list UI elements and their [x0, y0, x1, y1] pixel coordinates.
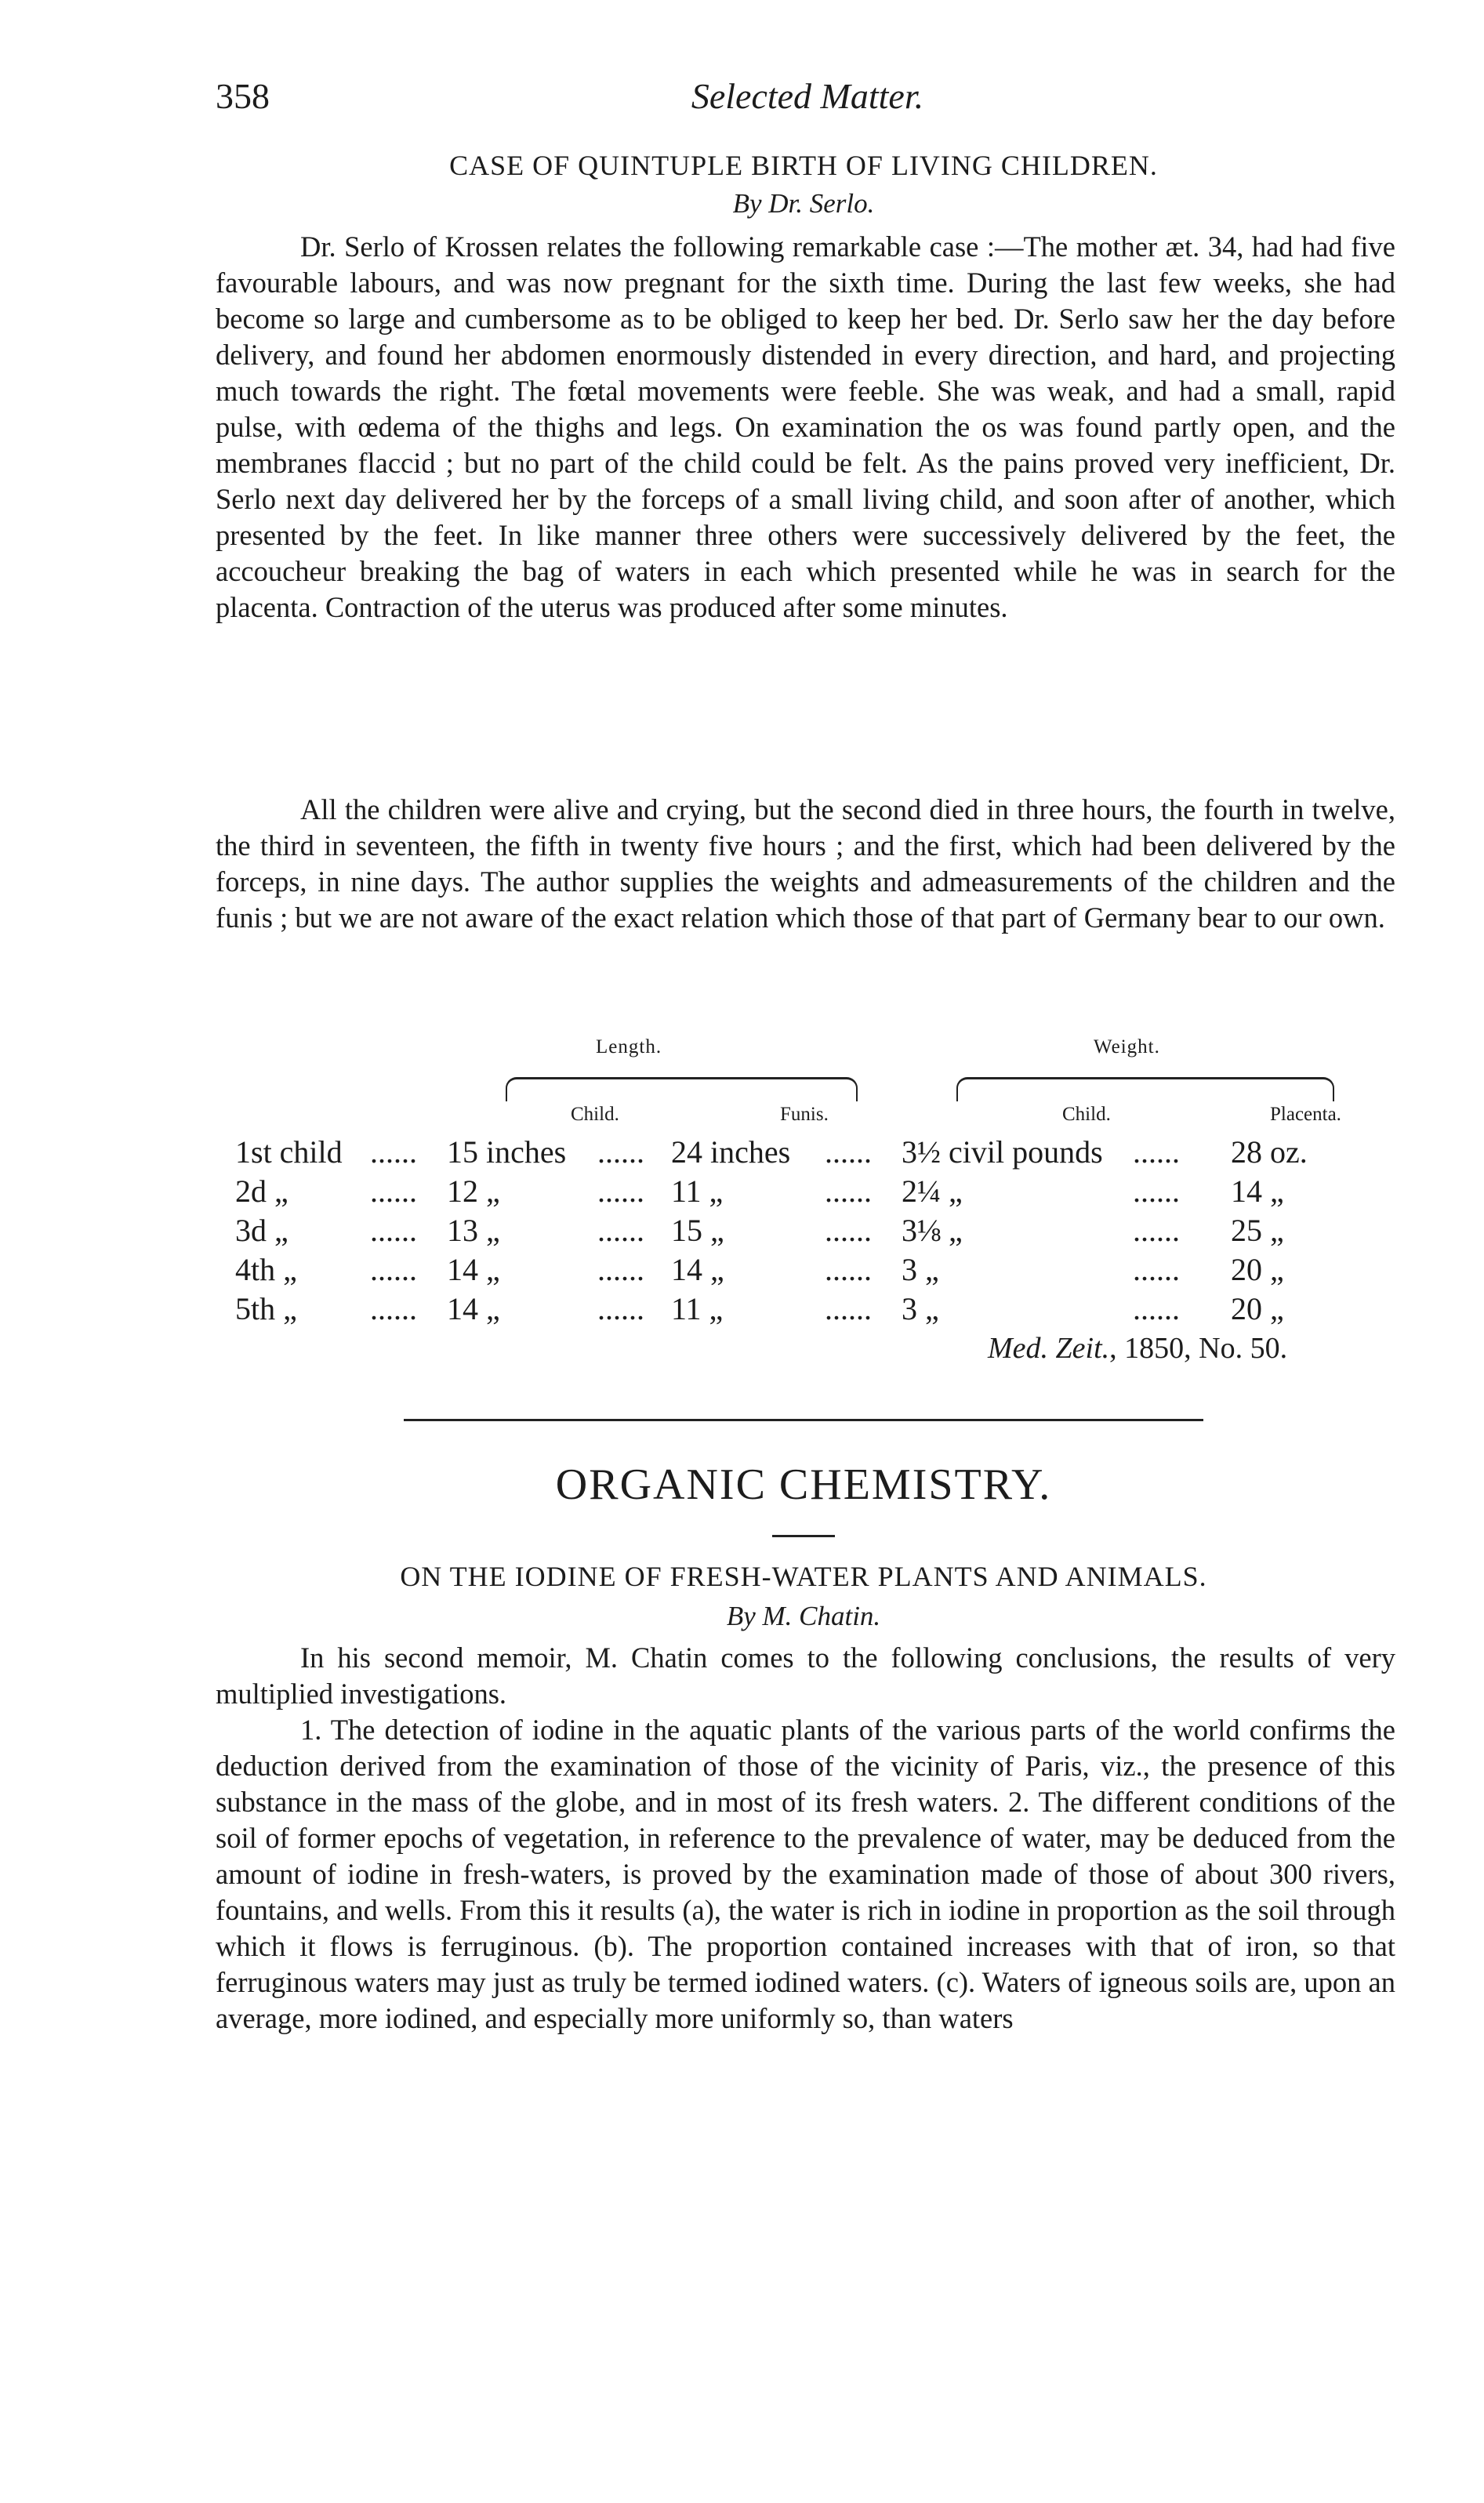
cell-placenta-weight: 20 „ [1231, 1252, 1284, 1287]
citation-rest: , 1850, No. 50. [1109, 1332, 1288, 1365]
cell-child-length: 14 „ [447, 1291, 500, 1326]
leader-dots: ...... [1133, 1252, 1180, 1287]
article-title: CASE OF QUINTUPLE BIRTH OF LIVING CHILDREN. [449, 150, 1158, 181]
article-paragraph: Dr. Serlo of Krossen relates the following remarkable case :—The mother æt. 34, had had five favourable labours, and was now pregnant for the sixth time. During the last few weeks, she had become so large and cumbersome as to be obliged to keep her bed. Dr. Serlo saw her the day before delivery, and found her abdomen enormously distended in every direction, and hard, and projecting much towards the right. The fœtal movements were feeble. She was weak, and had a small, rapid pulse, with œdema of the thighs and legs. On examination the os was found partly open, and the membranes flaccid ; but no part of the child could be felt. As the pains proved very inefficient, Dr. Serlo next day delivered her by the forceps of a small living child, and soon after of another, which presented by the feet. In like manner three others were successively delivered by the feet, the accoucheur breaking the bag of waters in each which presented while he was in search for the placenta. Contraction of the uterus was produced after some minutes. [216, 230, 1395, 623]
leader-dots: ...... [1133, 1134, 1180, 1170]
table-row [235, 1212, 1403, 1251]
leader-dots: ...... [825, 1213, 872, 1248]
article-paragraph: In his second memoir, M. Chatin comes to the following conclusions, the results of very multiplied investigations. [216, 1641, 1395, 1710]
article-title: ON THE IODINE OF FRESH-WATER PLANTS AND ANIMALS. [400, 1561, 1207, 1592]
cell-child-weight: 3 „ [902, 1291, 939, 1326]
running-title: Selected Matter. [691, 76, 924, 116]
length-brace [506, 1077, 858, 1101]
cell-child-length: 13 „ [447, 1213, 500, 1248]
row-label: 5th „ [235, 1291, 297, 1326]
column-header-child: Child. [571, 1104, 619, 1125]
cell-funis-length: 14 „ [671, 1252, 724, 1287]
table-row [235, 1290, 1403, 1329]
source-citation [988, 1331, 1287, 1366]
article-paragraph: 1. The detection of iodine in the aquatic plants of the various parts of the world confirms the deduction derived from the examination of those of the vicinity of Paris, viz., the presence of this substance in the mass of the globe, and in most of its fresh waters. 2. The different conditions of the soil of former epochs of vegetation, in reference to the prevalence of water, may be deduced from the amount of iodine in fresh-waters, is proved by the examination made of those of about 300 rivers, fountains, and wells. From this it results (a), the water is rich in iodine in proportion as the soil through which it flows is ferruginous. (b). The proportion contained increases with that of iron, so that ferruginous waters may just as truly be termed iodined waters. (c). Waters of igneous soils are, upon an average, more iodined, and especially more uniformly so, than waters [216, 1714, 1395, 2034]
table-row [235, 1134, 1403, 1173]
leader-dots: ...... [825, 1174, 872, 1209]
cell-placenta-weight: 28 oz. [1231, 1134, 1308, 1170]
page-header [216, 75, 1399, 130]
cell-placenta-weight: 20 „ [1231, 1291, 1284, 1326]
table-row [235, 1251, 1403, 1290]
article-byline: By M. Chatin. [726, 1601, 881, 1631]
page-number: 358 [216, 76, 270, 116]
leader-dots: ...... [825, 1252, 872, 1287]
row-label: 2d „ [235, 1174, 288, 1209]
leader-dots: ...... [597, 1291, 644, 1326]
column-header-placenta: Placenta. [1270, 1104, 1341, 1125]
leader-dots: ...... [1133, 1174, 1180, 1209]
weight-brace [956, 1077, 1334, 1101]
column-group-weight: Weight. [1094, 1036, 1160, 1057]
cell-funis-length: 15 „ [671, 1213, 724, 1248]
leader-dots: ...... [597, 1134, 644, 1170]
cell-child-length: 15 inches [447, 1134, 567, 1170]
cell-child-length: 12 „ [447, 1174, 500, 1209]
leader-dots: ...... [1133, 1213, 1180, 1248]
leader-dots: ...... [370, 1291, 417, 1326]
cell-placenta-weight: 25 „ [1231, 1213, 1284, 1248]
leader-dots: ...... [825, 1291, 872, 1326]
cell-placenta-weight: 14 „ [1231, 1174, 1284, 1209]
measurements-table [235, 1036, 1403, 1373]
citation-source: Med. Zeit. [988, 1332, 1110, 1365]
cell-child-weight: 3 „ [902, 1252, 939, 1287]
leader-dots: ...... [370, 1174, 417, 1209]
article-byline: By Dr. Serlo. [732, 188, 875, 219]
leader-dots: ...... [370, 1252, 417, 1287]
column-header-child-weight: Child. [1062, 1104, 1111, 1125]
row-label: 3d „ [235, 1213, 288, 1248]
leader-dots: ...... [370, 1134, 417, 1170]
column-header-funis: Funis. [780, 1104, 829, 1125]
cell-funis-length: 11 „ [671, 1291, 724, 1326]
cell-child-length: 14 „ [447, 1252, 500, 1287]
row-label: 1st child [235, 1134, 343, 1170]
article-paragraph: All the children were alive and crying, but the second died in three hours, the fourth in twelve, the third in seventeen, the fifth in twenty five hours ; and the first, which had been delivered by the forceps, in nine days. The author supplies the weights and admeasurements of the children and the funis ; but we are not aware of the exact relation which those of that part of Germany bear to our own. [216, 793, 1395, 934]
table-row [235, 1173, 1403, 1212]
cell-child-weight: 3⅛ „ [902, 1213, 963, 1248]
leader-dots: ...... [370, 1213, 417, 1248]
leader-dots: ...... [597, 1174, 644, 1209]
cell-funis-length: 11 „ [671, 1174, 724, 1209]
cell-child-weight: 2¼ „ [902, 1174, 963, 1209]
section-title: ORGANIC CHEMISTRY. [555, 1460, 1052, 1509]
leader-dots: ...... [825, 1134, 872, 1170]
section-divider [404, 1419, 1203, 1421]
column-group-length: Length. [596, 1036, 662, 1057]
title-underline [772, 1535, 835, 1537]
row-label: 4th „ [235, 1252, 297, 1287]
cell-funis-length: 24 inches [671, 1134, 791, 1170]
leader-dots: ...... [597, 1252, 644, 1287]
leader-dots: ...... [1133, 1291, 1180, 1326]
cell-child-weight: 3½ civil pounds [902, 1134, 1103, 1170]
leader-dots: ...... [597, 1213, 644, 1248]
